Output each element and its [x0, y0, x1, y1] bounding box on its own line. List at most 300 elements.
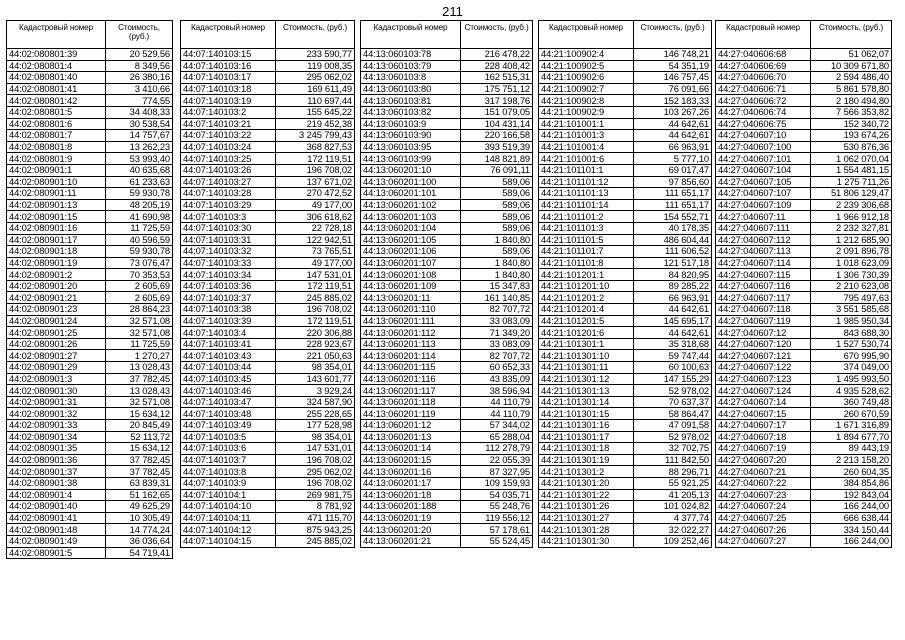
- table-row: [7, 385, 173, 397]
- cost-cell: 44 110,79: [461, 408, 533, 420]
- header-cost: Стоимость, (руб.): [276, 21, 355, 49]
- cost-cell: 15 347,83: [461, 280, 533, 292]
- cadastral-number-cell: 44:07:140103:29: [181, 199, 276, 211]
- table-row: [7, 153, 173, 165]
- cost-cell: 486 604,44: [634, 234, 712, 246]
- table-row: [716, 118, 892, 130]
- cadastral-number-cell: 44:27:040607:105: [716, 176, 811, 188]
- cost-cell: 49 625,29: [106, 501, 173, 513]
- cadastral-number-cell: 44:27:040607:20: [716, 454, 811, 466]
- table-row: [7, 49, 173, 61]
- cadastral-number-cell: 44:07:140103:37: [181, 292, 276, 304]
- cost-cell: 32 571,08: [106, 396, 173, 408]
- table-row: [539, 280, 712, 292]
- cost-cell: 216 478,22: [461, 49, 533, 61]
- cadastral-number-cell: 44:27:040606:68: [716, 49, 811, 61]
- table-row: [7, 396, 173, 408]
- cadastral-number-cell: 44:27:040607:116: [716, 280, 811, 292]
- table-row: [361, 106, 533, 118]
- cadastral-number-cell: 44:02:080801:39: [7, 49, 106, 61]
- table-row: [716, 385, 892, 397]
- cadastral-number-cell: 44:27:040607:24: [716, 501, 811, 513]
- cadastral-number-cell: 44:21:101301:13: [539, 385, 634, 397]
- cadastral-number-cell: 44:13:060103:78: [361, 49, 461, 61]
- cadastral-number-cell: 44:07:140103:41: [181, 338, 276, 350]
- table-row: [361, 269, 533, 281]
- cost-cell: 172 119,51: [276, 315, 355, 327]
- table-row: [716, 431, 892, 443]
- cadastral-number-cell: 44:02:080801:8: [7, 141, 106, 153]
- cost-cell: 146 757,45: [634, 72, 712, 84]
- table-row: [361, 385, 533, 397]
- table-row: [7, 477, 173, 489]
- table-row: [716, 106, 892, 118]
- table-row: [7, 188, 173, 200]
- cost-cell: 1 671 316,89: [811, 420, 892, 432]
- cadastral-number-cell: 44:13:060201:116: [361, 373, 461, 385]
- cost-cell: 152 183,33: [634, 95, 712, 107]
- table-row: [716, 292, 892, 304]
- table-row: [181, 420, 355, 432]
- cadastral-number-cell: 44:02:080901:15: [7, 211, 106, 223]
- table-row: [539, 199, 712, 211]
- table-row: [181, 477, 355, 489]
- cadastral-number-cell: 44:02:080901:29: [7, 362, 106, 374]
- table-row: [181, 512, 355, 524]
- table-row: [361, 373, 533, 385]
- cost-cell: 65 288,04: [461, 431, 533, 443]
- cadastral-number-cell: 44:27:040606:72: [716, 95, 811, 107]
- cadastral-number-cell: 44:02:080901:30: [7, 385, 106, 397]
- cadastral-number-cell: 44:27:040607:27: [716, 535, 811, 547]
- cadastral-number-cell: 44:02:080901:32: [7, 408, 106, 420]
- cadastral-number-cell: 44:21:100902:7: [539, 83, 634, 95]
- cadastral-number-cell: 44:02:080901:10: [7, 176, 106, 188]
- cost-cell: 774,55: [106, 95, 173, 107]
- table-row: [539, 60, 712, 72]
- table-row: [7, 547, 173, 559]
- cost-cell: 13 028,43: [106, 362, 173, 374]
- cadastral-number-cell: 44:07:140103:7: [181, 454, 276, 466]
- cadastral-number-cell: 44:13:060201:113: [361, 338, 461, 350]
- cost-cell: 14 774,24: [106, 524, 173, 536]
- cost-cell: 54 719,41: [106, 547, 173, 559]
- table-row: [7, 501, 173, 513]
- cadastral-number-cell: 44:27:040607:23: [716, 489, 811, 501]
- cost-cell: 1 495 993,50: [811, 373, 892, 385]
- table-row: [361, 211, 533, 223]
- cost-cell: 137 671,02: [276, 176, 355, 188]
- table-row: [361, 234, 533, 246]
- cadastral-number-cell: 44:27:040607:100: [716, 141, 811, 153]
- cadastral-number-cell: 44:21:100902:9: [539, 106, 634, 118]
- cost-cell: 3 929,24: [276, 385, 355, 397]
- cadastral-number-cell: 44:13:060201:104: [361, 222, 461, 234]
- cost-cell: 112 278,79: [461, 443, 533, 455]
- cost-cell: 1 018 623,09: [811, 257, 892, 269]
- table-row: [361, 466, 533, 478]
- cost-cell: 152 340,72: [811, 118, 892, 130]
- table-row: [539, 350, 712, 362]
- cost-cell: 35 318,68: [634, 338, 712, 350]
- cost-cell: 295 062,02: [276, 72, 355, 84]
- cost-cell: 589,06: [461, 199, 533, 211]
- table-row: [539, 269, 712, 281]
- table-row: [716, 443, 892, 455]
- table-row: [181, 373, 355, 385]
- cadastral-number-cell: 44:07:140103:45: [181, 373, 276, 385]
- cadastral-number-cell: 44:13:060201:109: [361, 280, 461, 292]
- cadastral-number-cell: 44:27:040607:10: [716, 130, 811, 142]
- table-header-row: [181, 21, 355, 49]
- table-row: [361, 72, 533, 84]
- table-row: [539, 95, 712, 107]
- table-row: [716, 164, 892, 176]
- table-row: [539, 83, 712, 95]
- cadastral-number-cell: 44:21:101301:17: [539, 431, 634, 443]
- cadastral-number-cell: 44:21:101301:1: [539, 338, 634, 350]
- cadastral-table-3: [360, 20, 533, 548]
- cadastral-number-cell: 44:02:080901:20: [7, 280, 106, 292]
- cadastral-number-cell: 44:02:080901:36: [7, 454, 106, 466]
- cost-cell: 589,06: [461, 188, 533, 200]
- table-row: [716, 362, 892, 374]
- table-row: [181, 211, 355, 223]
- table-row: [181, 292, 355, 304]
- table-row: [181, 501, 355, 513]
- cost-cell: 8 781,92: [276, 501, 355, 513]
- table-row: [7, 211, 173, 223]
- table-row: [7, 327, 173, 339]
- table-row: [7, 524, 173, 536]
- cadastral-number-cell: 44:21:101101:3: [539, 222, 634, 234]
- cost-cell: 666 638,44: [811, 512, 892, 524]
- cost-cell: 98 354,01: [276, 431, 355, 443]
- cost-cell: 2 091 896,78: [811, 246, 892, 258]
- cadastral-number-cell: 44:27:040607:123: [716, 373, 811, 385]
- cost-cell: 54 351,19: [634, 60, 712, 72]
- table-row: [716, 141, 892, 153]
- cost-cell: 43 835,09: [461, 373, 533, 385]
- cadastral-number-cell: 44:02:080901:34: [7, 431, 106, 443]
- cadastral-number-cell: 44:13:060201:14: [361, 443, 461, 455]
- cadastral-number-cell: 44:21:101101:14: [539, 199, 634, 211]
- cost-cell: 53 993,40: [106, 153, 173, 165]
- table-row: [716, 153, 892, 165]
- cost-cell: 26 380,16: [106, 72, 173, 84]
- cost-cell: 20 529,56: [106, 49, 173, 61]
- table-row: [539, 443, 712, 455]
- cost-cell: 360 749,48: [811, 396, 892, 408]
- table-row: [181, 83, 355, 95]
- cadastral-number-cell: 44:07:140103:33: [181, 257, 276, 269]
- cost-cell: 101 024,82: [634, 501, 712, 513]
- cadastral-number-cell: 44:13:060201:112: [361, 327, 461, 339]
- cadastral-number-cell: 44:21:101001:6: [539, 153, 634, 165]
- cost-cell: 220 306,88: [276, 327, 355, 339]
- cadastral-number-cell: 44:27:040607:104: [716, 164, 811, 176]
- cadastral-number-cell: 44:13:060201:12: [361, 420, 461, 432]
- cadastral-number-cell: 44:13:060201:18: [361, 489, 461, 501]
- table-row: [7, 130, 173, 142]
- cadastral-number-cell: 44:27:040607:19: [716, 443, 811, 455]
- table-row: [539, 408, 712, 420]
- cost-cell: 145 695,17: [634, 315, 712, 327]
- cost-cell: 221 050,63: [276, 350, 355, 362]
- cadastral-number-cell: 44:02:080901:16: [7, 222, 106, 234]
- table-row: [181, 130, 355, 142]
- table-row: [716, 280, 892, 292]
- table-row: [361, 141, 533, 153]
- cost-cell: 37 782,45: [106, 373, 173, 385]
- cadastral-number-cell: 44:02:080901:13: [7, 199, 106, 211]
- cadastral-number-cell: 44:02:080901:23: [7, 304, 106, 316]
- cost-cell: 40 596,59: [106, 234, 173, 246]
- table-row: [361, 338, 533, 350]
- cost-cell: 44 110,79: [461, 396, 533, 408]
- cadastral-number-cell: 44:13:060201:101: [361, 188, 461, 200]
- cost-cell: 34 408,33: [106, 106, 173, 118]
- table-row: [361, 350, 533, 362]
- cadastral-number-cell: 44:02:080901:33: [7, 420, 106, 432]
- cadastral-number-cell: 44:02:080801:42: [7, 95, 106, 107]
- cost-cell: 44 642,61: [634, 304, 712, 316]
- cost-cell: 147 531,01: [276, 443, 355, 455]
- cadastral-number-cell: 44:21:101301:19: [539, 454, 634, 466]
- cadastral-number-cell: 44:21:101301:27: [539, 512, 634, 524]
- cost-cell: 220 166,58: [461, 130, 533, 142]
- table-row: [181, 269, 355, 281]
- cadastral-table-1: [6, 20, 173, 559]
- table-row: [7, 373, 173, 385]
- cadastral-number-cell: 44:21:101101:1: [539, 164, 634, 176]
- table-row: [361, 443, 533, 455]
- cadastral-number-cell: 44:02:080901:26: [7, 338, 106, 350]
- table-row: [7, 141, 173, 153]
- table-row: [7, 362, 173, 374]
- cost-cell: 245 885,02: [276, 292, 355, 304]
- cost-cell: 97 856,60: [634, 176, 712, 188]
- cadastral-number-cell: 44:07:140103:26: [181, 164, 276, 176]
- cadastral-number-cell: 44:21:101101:2: [539, 211, 634, 223]
- table-row: [361, 501, 533, 513]
- table-row: [716, 49, 892, 61]
- cost-cell: 589,06: [461, 176, 533, 188]
- table-row: [7, 466, 173, 478]
- cost-cell: 172 119,51: [276, 153, 355, 165]
- cadastral-number-cell: 44:07:140103:18: [181, 83, 276, 95]
- table-row: [181, 257, 355, 269]
- cadastral-number-cell: 44:13:060201:117: [361, 385, 461, 397]
- table-row: [181, 280, 355, 292]
- cadastral-number-cell: 44:27:040607:115: [716, 269, 811, 281]
- cadastral-number-cell: 44:21:100902:6: [539, 72, 634, 84]
- table-row: [716, 396, 892, 408]
- table-row: [539, 234, 712, 246]
- table-row: [716, 211, 892, 223]
- cost-cell: 52 978,02: [634, 385, 712, 397]
- cadastral-number-cell: 44:02:080801:4: [7, 60, 106, 72]
- header-cadastral-number: Кадастровый номер: [539, 21, 634, 49]
- table-row: [361, 246, 533, 258]
- cost-cell: 172 119,51: [276, 280, 355, 292]
- cadastral-number-cell: 44:13:060201:19: [361, 512, 461, 524]
- table-row: [181, 350, 355, 362]
- table-row: [181, 72, 355, 84]
- table-row: [7, 246, 173, 258]
- cadastral-number-cell: 44:13:060103:79: [361, 60, 461, 72]
- table-row: [716, 327, 892, 339]
- table-row: [539, 501, 712, 513]
- table-row: [716, 408, 892, 420]
- cadastral-number-cell: 44:02:080901:11: [7, 188, 106, 200]
- cadastral-number-cell: 44:07:140103:8: [181, 466, 276, 478]
- cadastral-number-cell: 44:21:101301:28: [539, 524, 634, 536]
- table-row: [361, 512, 533, 524]
- cost-cell: 228 923,67: [276, 338, 355, 350]
- cost-cell: 11 725,59: [106, 338, 173, 350]
- cost-cell: 324 587,90: [276, 396, 355, 408]
- cost-cell: 55 921,25: [634, 477, 712, 489]
- cadastral-number-cell: 44:02:080901:3: [7, 373, 106, 385]
- cadastral-number-cell: 44:13:060201:114: [361, 350, 461, 362]
- cost-cell: 54 035,71: [461, 489, 533, 501]
- cost-cell: 2 180 494,80: [811, 95, 892, 107]
- cost-cell: 32 702,75: [634, 443, 712, 455]
- cadastral-number-cell: 44:21:101301:26: [539, 501, 634, 513]
- table-row: [181, 338, 355, 350]
- cost-cell: 843 688,30: [811, 327, 892, 339]
- table-row: [7, 72, 173, 84]
- cost-cell: 13 028,43: [106, 385, 173, 397]
- cadastral-number-cell: 44:13:060201:119: [361, 408, 461, 420]
- cost-cell: 154 552,71: [634, 211, 712, 223]
- cost-cell: 3 410,66: [106, 83, 173, 95]
- cadastral-number-cell: 44:13:060201:118: [361, 396, 461, 408]
- cadastral-number-cell: 44:13:060201:107: [361, 257, 461, 269]
- cost-cell: 73 765,51: [276, 246, 355, 258]
- cost-cell: 1 270,27: [106, 350, 173, 362]
- cost-cell: 270 472,52: [276, 188, 355, 200]
- cost-cell: 334 150,44: [811, 524, 892, 536]
- table-row: [181, 153, 355, 165]
- cost-cell: 1 840,80: [461, 269, 533, 281]
- header-cadastral-number: Кадастровый номер: [361, 21, 461, 49]
- cadastral-number-cell: 44:27:040606:71: [716, 83, 811, 95]
- cost-cell: 1 212 685,90: [811, 234, 892, 246]
- table-row: [361, 408, 533, 420]
- table-row: [361, 60, 533, 72]
- cadastral-number-cell: 44:21:101301:16: [539, 420, 634, 432]
- cadastral-number-cell: 44:27:040607:107: [716, 188, 811, 200]
- table-row: [716, 420, 892, 432]
- cost-cell: 87 327,95: [461, 466, 533, 478]
- cadastral-number-cell: 44:21:101101:5: [539, 234, 634, 246]
- cost-cell: 52 978,02: [634, 431, 712, 443]
- cost-cell: 37 782,45: [106, 466, 173, 478]
- cost-cell: 368 827,53: [276, 141, 355, 153]
- table-row: [181, 524, 355, 536]
- cost-cell: 71 349,20: [461, 327, 533, 339]
- table-row: [716, 176, 892, 188]
- cadastral-number-cell: 44:21:101301:30: [539, 535, 634, 547]
- table-row: [361, 292, 533, 304]
- table-row: [361, 535, 533, 547]
- table-row: [361, 222, 533, 234]
- header-cadastral-number: Кадастровый номер: [7, 21, 106, 49]
- cost-cell: 89 285,22: [634, 280, 712, 292]
- cadastral-number-cell: 44:07:140103:49: [181, 420, 276, 432]
- table-row: [539, 106, 712, 118]
- table-row: [181, 188, 355, 200]
- cost-cell: 104 431,14: [461, 118, 533, 130]
- table-row: [7, 95, 173, 107]
- cadastral-number-cell: 44:13:060201:108: [361, 269, 461, 281]
- table-row: [181, 60, 355, 72]
- cost-cell: 151 079,05: [461, 106, 533, 118]
- cadastral-number-cell: 44:27:040606:69: [716, 60, 811, 72]
- cadastral-number-cell: 44:13:060103:8: [361, 72, 461, 84]
- cost-cell: 2 232 327,81: [811, 222, 892, 234]
- cost-cell: 122 942,51: [276, 234, 355, 246]
- cost-cell: 41 205,13: [634, 489, 712, 501]
- cost-cell: 121 517,18: [634, 257, 712, 269]
- cost-cell: 110 697,44: [276, 95, 355, 107]
- cost-cell: 228 408,42: [461, 60, 533, 72]
- cost-cell: 82 707,72: [461, 350, 533, 362]
- cost-cell: 260 670,59: [811, 408, 892, 420]
- table-row: [361, 153, 533, 165]
- table-row: [716, 304, 892, 316]
- table-row: [716, 338, 892, 350]
- table-row: [539, 524, 712, 536]
- table-row: [181, 315, 355, 327]
- cost-cell: 32 571,08: [106, 327, 173, 339]
- cadastral-number-cell: 44:13:060201:188: [361, 501, 461, 513]
- table-row: [716, 95, 892, 107]
- table-row: [716, 199, 892, 211]
- cadastral-number-cell: 44:13:060201:21: [361, 535, 461, 547]
- cadastral-table-5: [715, 20, 892, 548]
- cadastral-number-cell: 44:07:140104:15: [181, 535, 276, 547]
- cadastral-number-cell: 44:13:060103:80: [361, 83, 461, 95]
- cost-cell: 11 725,59: [106, 222, 173, 234]
- table-row: [539, 49, 712, 61]
- table-row: [539, 130, 712, 142]
- table-row: [7, 234, 173, 246]
- cost-cell: 1 966 912,18: [811, 211, 892, 223]
- cost-cell: 317 198,76: [461, 95, 533, 107]
- cadastral-number-cell: 44:21:100902:5: [539, 60, 634, 72]
- cost-cell: 5 777,10: [634, 153, 712, 165]
- cadastral-number-cell: 44:07:140103:15: [181, 49, 276, 61]
- cadastral-number-cell: 44:02:080901:21: [7, 292, 106, 304]
- table-row: [539, 315, 712, 327]
- cadastral-number-cell: 44:07:140103:38: [181, 304, 276, 316]
- header-cadastral-number: Кадастровый номер: [716, 21, 811, 49]
- table-row: [181, 304, 355, 316]
- cadastral-number-cell: 44:02:080901:2: [7, 269, 106, 281]
- cost-cell: 2 213 158,20: [811, 454, 892, 466]
- table-row: [716, 234, 892, 246]
- cost-cell: 59 930,78: [106, 188, 173, 200]
- table-row: [7, 83, 173, 95]
- cadastral-number-cell: 44:27:040607:11: [716, 211, 811, 223]
- cost-cell: 196 708,02: [276, 477, 355, 489]
- cadastral-number-cell: 44:21:101201:5: [539, 315, 634, 327]
- cost-cell: 61 233,63: [106, 176, 173, 188]
- cost-cell: 166 244,00: [811, 535, 892, 547]
